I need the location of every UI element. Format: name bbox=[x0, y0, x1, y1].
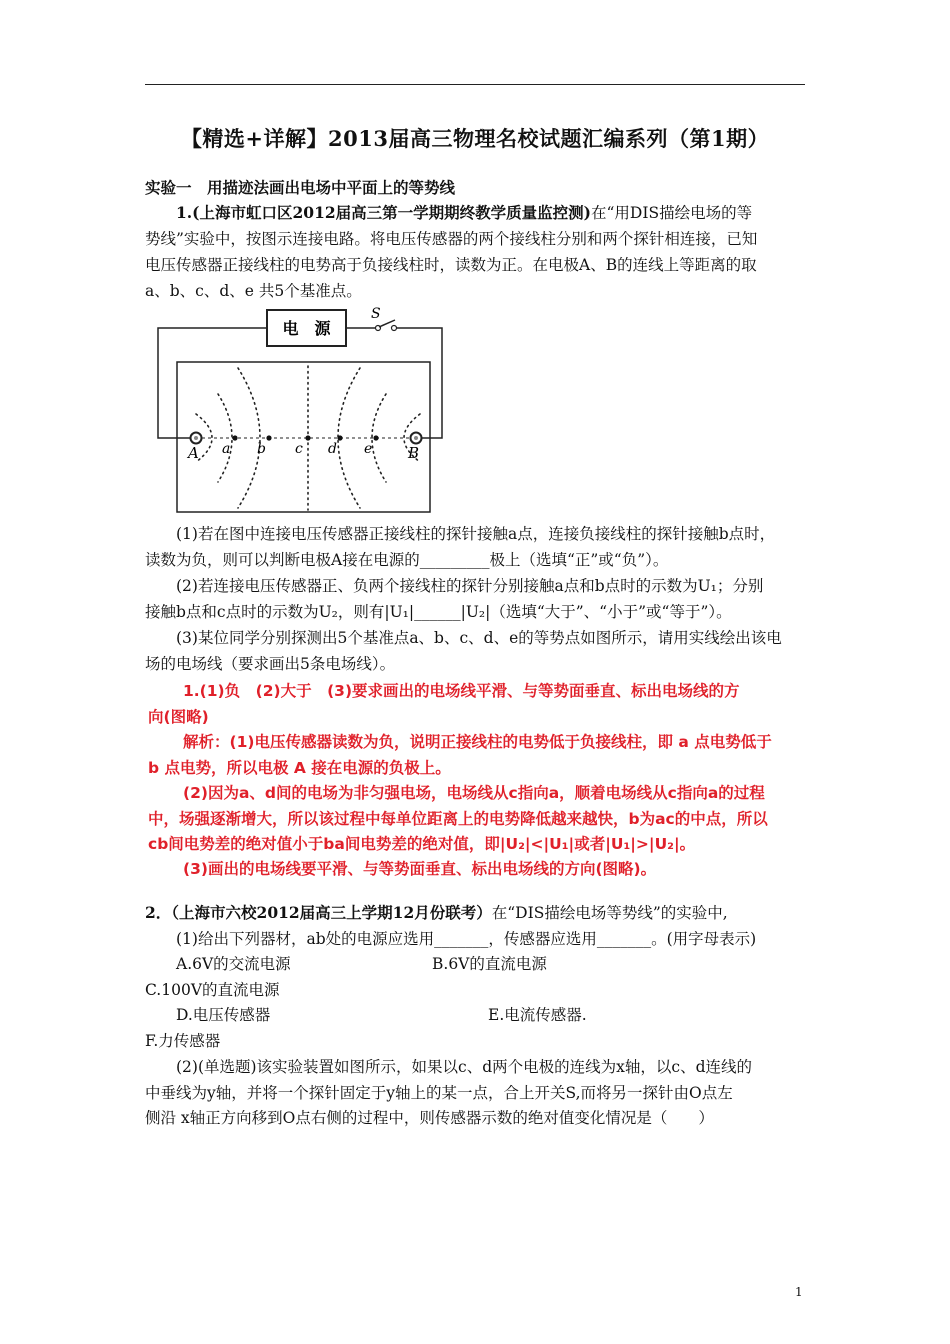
q1-part1-line1: (1)若在图中连接电压传感器正接线柱的探针接触a点，连接负接线柱的探针接触b点时， bbox=[176, 525, 776, 543]
q1-explanation-line5: cb间电势差的绝对值小于ba间电势差的绝对值，即|U₂|<|U₁|或者|U₁|>|U₂|。 bbox=[148, 835, 696, 853]
q2-part2-line1: (2)(单选题)该实验装置如图所示，如果以c、d两个电极的连线为x轴，以c、d连线的 bbox=[176, 1058, 752, 1076]
electrode-a-label: A bbox=[188, 444, 199, 462]
q1-part3-line1: (3)某位同学分别探测出5个基准点a、b、c、d、e的等势点如图所示，请用实线绘出该电 bbox=[176, 629, 782, 647]
q1-explanation-line4: 中，场强逐渐增大，所以该过程中每单位距离上的电势降低越来越快，b为ac的中点，所以 bbox=[148, 810, 768, 828]
point-e bbox=[373, 435, 378, 440]
q1-explanation-line3: (2)因为a、d间的电场为非匀强电场，电场线从c指向a，顺着电场线从c指向a的过程 bbox=[183, 784, 765, 802]
q1-intro-line2: 势线”实验中，按图示连接电路。将电压传感器的两个接线柱分别和两个探针相连接，已知 bbox=[145, 230, 758, 248]
electrode-b-label: B bbox=[408, 444, 420, 462]
q2-intro bbox=[145, 902, 728, 924]
q1-source: 1.(上海市虹口区2012届高三第一学期期终教学质量监控测) bbox=[176, 203, 591, 222]
page-number: 1 bbox=[795, 1285, 803, 1299]
circuit-wire-right2 bbox=[394, 328, 442, 438]
switch-terminal-right bbox=[392, 326, 397, 331]
q1-part3-line2: 场的电场线（要求画出5条电场线）。 bbox=[145, 655, 396, 673]
point-d bbox=[337, 435, 342, 440]
point-d-label: d bbox=[328, 441, 337, 457]
switch-label: S bbox=[371, 306, 381, 322]
point-c bbox=[305, 435, 310, 440]
q1-part1-line2: 读数为负，则可以判断电极A接在电源的_________极上（选填“正”或“负”）。 bbox=[145, 551, 669, 569]
electrode-a-core bbox=[194, 436, 198, 440]
q2-part2-line3: 侧沿 x轴正方向移到O点右侧的过程中，则传感器示数的绝对值变化情况是（ ） bbox=[145, 1109, 714, 1127]
q1-answer-line2: 向(图略) bbox=[148, 708, 209, 726]
q2-option-d: D.电压传感器 bbox=[176, 1006, 271, 1024]
point-e-label: e bbox=[364, 441, 373, 457]
q2-option-f: F.力传感器 bbox=[145, 1032, 221, 1050]
q1-part2-line1: (2)若连接电压传感器正、负两个接线柱的探针分别接触a点和b点时的示数为U₁；分别 bbox=[176, 577, 764, 595]
section-heading: 实验一 用描迹法画出电场中平面上的等势线 bbox=[145, 178, 456, 197]
q1-intro-line3: 电压传感器正接线柱的电势高于负接线柱时，读数为正。在电极A、B的连线上等距离的取 bbox=[145, 256, 757, 274]
point-b-label: b bbox=[257, 441, 266, 457]
q1-part2-line2: 接触b点和c点时的示数为U₂，则有|U₁|______|U₂|（选填“大于”、“小于”或“等于”）。 bbox=[145, 603, 732, 621]
q1-intro-line4: a、b、c、d、e 共5个基准点。 bbox=[145, 282, 362, 300]
q1-intro-rest: 在“用DIS描绘电场的等 bbox=[591, 204, 753, 222]
q1-explanation-line2: b 点电势，所以电极 A 接在电源的负极上。 bbox=[148, 759, 451, 777]
q2-option-b: B.6V的直流电源 bbox=[432, 955, 547, 973]
q2-source: 2．（上海市六校2012届高三上学期12月份联考） bbox=[145, 903, 492, 922]
electrode-b-core bbox=[414, 436, 418, 440]
page-title: 【精选+详解】2013届高三物理名校试题汇编系列（第1期） bbox=[180, 126, 770, 151]
point-a bbox=[232, 435, 237, 440]
power-label: 电 源 bbox=[282, 319, 331, 338]
circuit-figure bbox=[150, 302, 450, 517]
q2-option-c: C.100V的直流电源 bbox=[145, 981, 280, 999]
q1-answer-line1: 1.(1)负 (2)大于 (3)要求画出的电场线平滑、与等势面垂直、标出电场线的方 bbox=[183, 682, 740, 700]
q1-explanation-line6: (3)画出的电场线要平滑、与等势面垂直、标出电场线的方向(图略)。 bbox=[183, 860, 657, 878]
q1-intro-line1 bbox=[176, 202, 752, 224]
q2-option-e: E.电流传感器. bbox=[488, 1006, 587, 1024]
paper-board bbox=[177, 362, 430, 512]
point-c-label: c bbox=[295, 441, 303, 457]
point-b bbox=[266, 435, 271, 440]
point-a-label: a bbox=[222, 441, 231, 457]
q2-part2-line2: 中垂线为y轴，并将一个探针固定于y轴上的某一点，合上开关S,而将另一探针由O点左 bbox=[145, 1084, 733, 1102]
q2-option-a: A.6V的交流电源 bbox=[176, 955, 291, 973]
q2-intro-rest: 在“DIS描绘电场等势线”的实验中, bbox=[491, 904, 728, 922]
q1-explanation-line1: 解析：(1)电压传感器读数为负，说明正接线柱的电势低于负接线柱，即 a 点电势低于 bbox=[183, 733, 772, 751]
header-rule bbox=[145, 84, 805, 85]
q2-part1: (1)给出下列器材，ab处的电源应选用_______，传感器应选用_______。(用字母表示) bbox=[176, 930, 757, 948]
circuit-wire bbox=[158, 328, 267, 438]
